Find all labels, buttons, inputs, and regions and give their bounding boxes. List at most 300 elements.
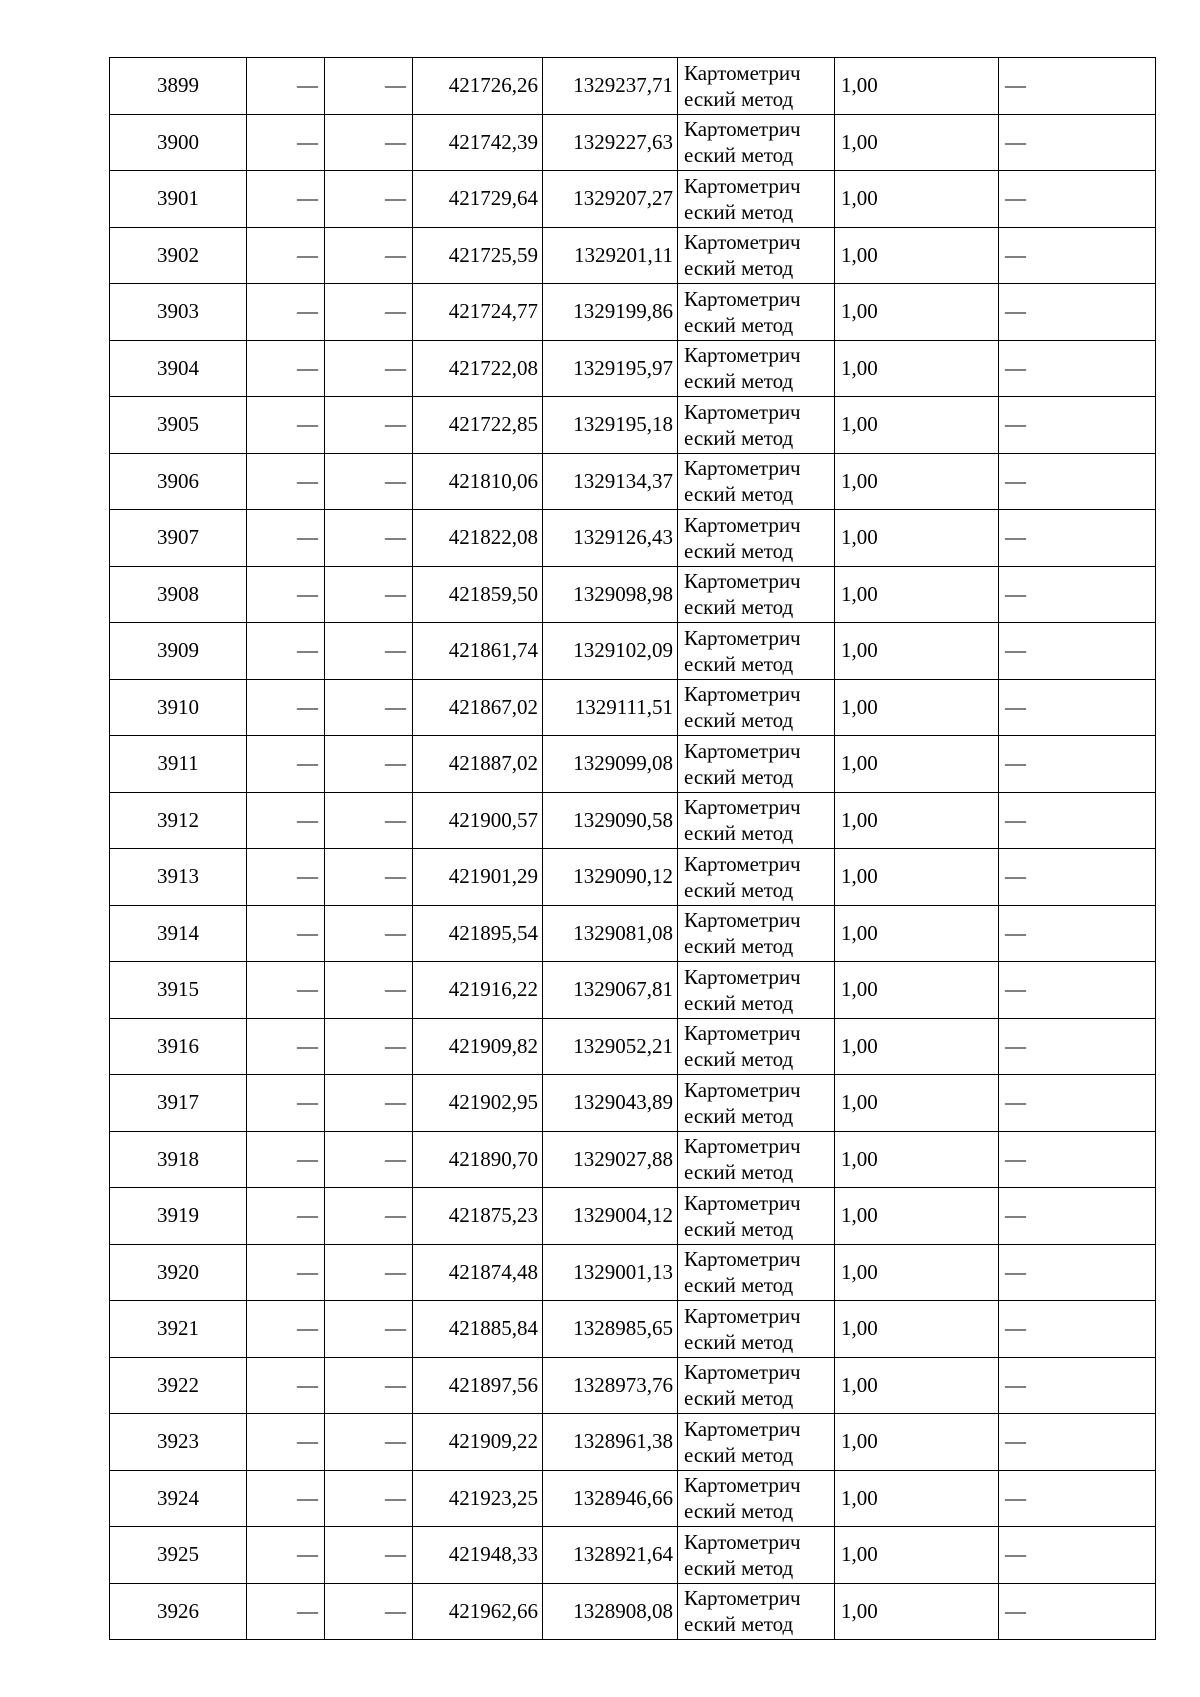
- method-cell: [678, 736, 835, 793]
- y-coordinate-cell: 1329067,81: [543, 962, 678, 1019]
- point-number-cell: 3910: [110, 679, 247, 736]
- precision-cell: 1,00: [835, 453, 999, 510]
- x-coordinate-cell: 421902,95: [413, 1075, 543, 1132]
- precision-cell: 1,00: [835, 962, 999, 1019]
- x-coordinate-cell: 421897,56: [413, 1357, 543, 1414]
- empty-value-cell: —: [999, 1470, 1156, 1527]
- empty-value-cell: —: [247, 114, 325, 171]
- method-line-1: Картометрич: [684, 60, 801, 85]
- point-number-cell: 3922: [110, 1357, 247, 1414]
- table-row: [110, 1131, 1156, 1188]
- x-coordinate-cell: 421722,08: [413, 340, 543, 397]
- empty-value-cell: —: [247, 1301, 325, 1358]
- x-coordinate-cell: 421909,82: [413, 1018, 543, 1075]
- point-number-cell: 3918: [110, 1131, 247, 1188]
- method-cell: [678, 171, 835, 228]
- x-coordinate-cell: 421887,02: [413, 736, 543, 793]
- y-coordinate-cell: 1329195,97: [543, 340, 678, 397]
- empty-value-cell: —: [999, 171, 1156, 228]
- point-number-cell: 3926: [110, 1583, 247, 1640]
- x-coordinate-cell: 421875,23: [413, 1188, 543, 1245]
- method-line-2: еский метод: [684, 934, 794, 959]
- point-number-cell: 3913: [110, 849, 247, 906]
- empty-value-cell: —: [999, 623, 1156, 680]
- table-row: [110, 58, 1156, 115]
- precision-cell: 1,00: [835, 736, 999, 793]
- precision-cell: 1,00: [835, 114, 999, 171]
- point-number-cell: 3924: [110, 1470, 247, 1527]
- table-row: [110, 736, 1156, 793]
- precision-cell: 1,00: [835, 1527, 999, 1584]
- method-cell: [678, 849, 835, 906]
- method-line-2: еский метод: [684, 651, 794, 676]
- empty-value-cell: —: [999, 114, 1156, 171]
- empty-value-cell: —: [247, 1583, 325, 1640]
- method-line-2: еский метод: [684, 1386, 794, 1411]
- empty-value-cell: —: [999, 1018, 1156, 1075]
- method-line-1: Картометрич: [684, 964, 801, 989]
- table-row: [110, 962, 1156, 1019]
- point-number-cell: 3902: [110, 227, 247, 284]
- coordinates-table: [109, 57, 1156, 1640]
- empty-value-cell: —: [999, 1188, 1156, 1245]
- y-coordinate-cell: 1329207,27: [543, 171, 678, 228]
- table-row: [110, 679, 1156, 736]
- precision-cell: 1,00: [835, 510, 999, 567]
- table-row: [110, 1414, 1156, 1471]
- method-line-1: Картометрич: [684, 1303, 801, 1328]
- method-cell: [678, 510, 835, 567]
- table-row: [110, 284, 1156, 341]
- x-coordinate-cell: 421725,59: [413, 227, 543, 284]
- method-line-1: Картометрич: [684, 456, 801, 480]
- method-cell: [678, 962, 835, 1019]
- method-cell: [678, 284, 835, 341]
- precision-cell: 1,00: [835, 1244, 999, 1301]
- point-number-cell: 3903: [110, 284, 247, 341]
- x-coordinate-cell: 421901,29: [413, 849, 543, 906]
- method-line-2: еский метод: [684, 708, 794, 733]
- empty-value-cell: —: [999, 792, 1156, 849]
- point-number-cell: 3915: [110, 962, 247, 1019]
- precision-cell: 1,00: [835, 566, 999, 623]
- method-line-1: Картометрич: [684, 512, 801, 537]
- point-number-cell: 3901: [110, 171, 247, 228]
- method-line-1: Картометрич: [684, 1416, 801, 1441]
- x-coordinate-cell: 421822,08: [413, 510, 543, 567]
- method-line-2: еский метод: [684, 482, 794, 507]
- empty-value-cell: —: [999, 1075, 1156, 1132]
- precision-cell: 1,00: [835, 849, 999, 906]
- method-line-1: Картометрич: [684, 1360, 801, 1384]
- empty-value-cell: —: [999, 1244, 1156, 1301]
- empty-value-cell: —: [325, 171, 413, 228]
- precision-cell: 1,00: [835, 1301, 999, 1358]
- empty-value-cell: —: [325, 623, 413, 680]
- table-row: [110, 566, 1156, 623]
- method-line-1: Картометрич: [684, 399, 801, 424]
- y-coordinate-cell: 1329199,86: [543, 284, 678, 341]
- method-line-2: еский метод: [684, 764, 794, 789]
- method-line-1: Картометрич: [684, 569, 801, 593]
- method-cell: [678, 1244, 835, 1301]
- point-number-cell: 3925: [110, 1527, 247, 1584]
- y-coordinate-cell: 1329081,08: [543, 905, 678, 962]
- empty-value-cell: —: [999, 397, 1156, 454]
- point-number-cell: 3920: [110, 1244, 247, 1301]
- empty-value-cell: —: [247, 58, 325, 115]
- method-line-2: еский метод: [684, 425, 794, 450]
- method-cell: [678, 397, 835, 454]
- empty-value-cell: —: [247, 623, 325, 680]
- method-cell: [678, 453, 835, 510]
- method-line-2: еский метод: [684, 86, 794, 111]
- empty-value-cell: —: [247, 849, 325, 906]
- method-line-2: еский метод: [684, 990, 794, 1015]
- empty-value-cell: —: [325, 284, 413, 341]
- method-line-2: еский метод: [684, 538, 794, 563]
- precision-cell: 1,00: [835, 792, 999, 849]
- precision-cell: 1,00: [835, 905, 999, 962]
- method-line-2: еский метод: [684, 1047, 794, 1072]
- point-number-cell: 3899: [110, 58, 247, 115]
- empty-value-cell: —: [247, 792, 325, 849]
- method-line-1: Картометрич: [684, 1077, 801, 1102]
- method-cell: [678, 623, 835, 680]
- method-line-2: еский метод: [684, 1442, 794, 1467]
- method-line-1: Картометрич: [684, 1021, 801, 1045]
- empty-value-cell: —: [325, 905, 413, 962]
- y-coordinate-cell: 1328973,76: [543, 1357, 678, 1414]
- empty-value-cell: —: [999, 510, 1156, 567]
- x-coordinate-cell: 421923,25: [413, 1470, 543, 1527]
- empty-value-cell: —: [999, 340, 1156, 397]
- method-line-1: Картометрич: [684, 908, 801, 932]
- x-coordinate-cell: 421874,48: [413, 1244, 543, 1301]
- table-row: [110, 1018, 1156, 1075]
- point-number-cell: 3921: [110, 1301, 247, 1358]
- empty-value-cell: —: [247, 905, 325, 962]
- precision-cell: 1,00: [835, 1414, 999, 1471]
- point-number-cell: 3909: [110, 623, 247, 680]
- y-coordinate-cell: 1328921,64: [543, 1527, 678, 1584]
- empty-value-cell: —: [325, 1131, 413, 1188]
- method-line-2: еский метод: [684, 1103, 794, 1128]
- empty-value-cell: —: [325, 1244, 413, 1301]
- x-coordinate-cell: 421729,64: [413, 171, 543, 228]
- empty-value-cell: —: [247, 340, 325, 397]
- table-row: [110, 340, 1156, 397]
- y-coordinate-cell: 1329134,37: [543, 453, 678, 510]
- y-coordinate-cell: 1329227,63: [543, 114, 678, 171]
- method-line-2: еский метод: [684, 312, 794, 337]
- empty-value-cell: —: [999, 227, 1156, 284]
- empty-value-cell: —: [999, 58, 1156, 115]
- empty-value-cell: —: [999, 962, 1156, 1019]
- precision-cell: 1,00: [835, 227, 999, 284]
- precision-cell: 1,00: [835, 1583, 999, 1640]
- point-number-cell: 3916: [110, 1018, 247, 1075]
- y-coordinate-cell: 1328985,65: [543, 1301, 678, 1358]
- method-line-1: Картометрич: [684, 795, 801, 819]
- table-row: [110, 114, 1156, 171]
- table-row: [110, 623, 1156, 680]
- empty-value-cell: —: [247, 736, 325, 793]
- point-number-cell: 3911: [110, 736, 247, 793]
- x-coordinate-cell: 421742,39: [413, 114, 543, 171]
- precision-cell: 1,00: [835, 58, 999, 115]
- method-line-2: еский метод: [684, 143, 794, 168]
- empty-value-cell: —: [999, 905, 1156, 962]
- table-row: [110, 1583, 1156, 1640]
- table-row: [110, 453, 1156, 510]
- method-line-2: еский метод: [684, 1555, 794, 1580]
- method-cell: [678, 1188, 835, 1245]
- y-coordinate-cell: 1329102,09: [543, 623, 678, 680]
- empty-value-cell: —: [325, 1301, 413, 1358]
- table-row: [110, 1301, 1156, 1358]
- point-number-cell: 3912: [110, 792, 247, 849]
- table-row: [110, 171, 1156, 228]
- point-number-cell: 3923: [110, 1414, 247, 1471]
- empty-value-cell: —: [325, 1357, 413, 1414]
- precision-cell: 1,00: [835, 1018, 999, 1075]
- method-line-1: Картометрич: [684, 682, 801, 706]
- method-line-1: Картометрич: [684, 117, 801, 141]
- empty-value-cell: —: [247, 1131, 325, 1188]
- method-cell: [678, 1131, 835, 1188]
- method-line-2: еский метод: [684, 199, 794, 224]
- x-coordinate-cell: 421724,77: [413, 284, 543, 341]
- empty-value-cell: —: [999, 1583, 1156, 1640]
- y-coordinate-cell: 1329237,71: [543, 58, 678, 115]
- empty-value-cell: —: [247, 284, 325, 341]
- y-coordinate-cell: 1329099,08: [543, 736, 678, 793]
- empty-value-cell: —: [247, 510, 325, 567]
- y-coordinate-cell: 1329126,43: [543, 510, 678, 567]
- x-coordinate-cell: 421722,85: [413, 397, 543, 454]
- method-cell: [678, 227, 835, 284]
- x-coordinate-cell: 421726,26: [413, 58, 543, 115]
- y-coordinate-cell: 1329195,18: [543, 397, 678, 454]
- table-body: [110, 58, 1156, 1640]
- empty-value-cell: —: [325, 227, 413, 284]
- method-cell: [678, 340, 835, 397]
- empty-value-cell: —: [247, 397, 325, 454]
- empty-value-cell: —: [999, 736, 1156, 793]
- table-row: [110, 397, 1156, 454]
- empty-value-cell: —: [325, 1018, 413, 1075]
- empty-value-cell: —: [325, 340, 413, 397]
- x-coordinate-cell: 421948,33: [413, 1527, 543, 1584]
- point-number-cell: 3914: [110, 905, 247, 962]
- y-coordinate-cell: 1328961,38: [543, 1414, 678, 1471]
- table-row: [110, 792, 1156, 849]
- method-cell: [678, 1301, 835, 1358]
- table-row: [110, 227, 1156, 284]
- empty-value-cell: —: [247, 1470, 325, 1527]
- table-row: [110, 849, 1156, 906]
- precision-cell: 1,00: [835, 1188, 999, 1245]
- empty-value-cell: —: [325, 679, 413, 736]
- table-row: [110, 1470, 1156, 1527]
- point-number-cell: 3906: [110, 453, 247, 510]
- empty-value-cell: —: [325, 1583, 413, 1640]
- x-coordinate-cell: 421810,06: [413, 453, 543, 510]
- empty-value-cell: —: [247, 1414, 325, 1471]
- y-coordinate-cell: 1329001,13: [543, 1244, 678, 1301]
- x-coordinate-cell: 421859,50: [413, 566, 543, 623]
- point-number-cell: 3907: [110, 510, 247, 567]
- empty-value-cell: —: [999, 849, 1156, 906]
- method-line-2: еский метод: [684, 369, 794, 394]
- empty-value-cell: —: [247, 679, 325, 736]
- empty-value-cell: —: [247, 453, 325, 510]
- method-line-2: еский метод: [684, 877, 794, 902]
- y-coordinate-cell: 1329090,58: [543, 792, 678, 849]
- empty-value-cell: —: [325, 962, 413, 1019]
- precision-cell: 1,00: [835, 679, 999, 736]
- method-line-2: еский метод: [684, 1612, 794, 1637]
- y-coordinate-cell: 1329090,12: [543, 849, 678, 906]
- x-coordinate-cell: 421895,54: [413, 905, 543, 962]
- method-line-1: Картометрич: [684, 230, 801, 254]
- empty-value-cell: —: [325, 1075, 413, 1132]
- empty-value-cell: —: [247, 1075, 325, 1132]
- method-cell: [678, 1470, 835, 1527]
- x-coordinate-cell: 421909,22: [413, 1414, 543, 1471]
- empty-value-cell: —: [999, 453, 1156, 510]
- table-row: [110, 1357, 1156, 1414]
- table-row: [110, 1244, 1156, 1301]
- empty-value-cell: —: [247, 962, 325, 1019]
- precision-cell: 1,00: [835, 1075, 999, 1132]
- method-line-2: еский метод: [684, 821, 794, 846]
- y-coordinate-cell: 1329111,51: [543, 679, 678, 736]
- empty-value-cell: —: [325, 849, 413, 906]
- method-line-1: Картометрич: [684, 343, 801, 367]
- precision-cell: 1,00: [835, 171, 999, 228]
- method-line-1: Картометрич: [684, 173, 801, 198]
- table-row: [110, 905, 1156, 962]
- method-line-1: Картометрич: [684, 1134, 801, 1158]
- empty-value-cell: —: [247, 1018, 325, 1075]
- empty-value-cell: —: [999, 679, 1156, 736]
- precision-cell: 1,00: [835, 340, 999, 397]
- empty-value-cell: —: [999, 566, 1156, 623]
- precision-cell: 1,00: [835, 1131, 999, 1188]
- method-cell: [678, 1527, 835, 1584]
- method-line-2: еский метод: [684, 1160, 794, 1185]
- method-line-2: еский метод: [684, 1499, 794, 1524]
- y-coordinate-cell: 1329098,98: [543, 566, 678, 623]
- method-cell: [678, 1583, 835, 1640]
- empty-value-cell: —: [247, 1357, 325, 1414]
- point-number-cell: 3905: [110, 397, 247, 454]
- method-line-1: Картометрич: [684, 1190, 801, 1215]
- precision-cell: 1,00: [835, 397, 999, 454]
- empty-value-cell: —: [247, 1244, 325, 1301]
- x-coordinate-cell: 421962,66: [413, 1583, 543, 1640]
- method-cell: [678, 792, 835, 849]
- empty-value-cell: —: [325, 397, 413, 454]
- method-line-1: Картометрич: [684, 1529, 801, 1554]
- method-cell: [678, 1018, 835, 1075]
- empty-value-cell: —: [325, 510, 413, 567]
- point-number-cell: 3908: [110, 566, 247, 623]
- method-line-1: Картометрич: [684, 286, 801, 311]
- table-row: [110, 510, 1156, 567]
- point-number-cell: 3917: [110, 1075, 247, 1132]
- empty-value-cell: —: [325, 1414, 413, 1471]
- method-line-2: еский метод: [684, 256, 794, 281]
- method-cell: [678, 58, 835, 115]
- empty-value-cell: —: [247, 227, 325, 284]
- y-coordinate-cell: 1329201,11: [543, 227, 678, 284]
- y-coordinate-cell: 1328946,66: [543, 1470, 678, 1527]
- method-cell: [678, 1357, 835, 1414]
- empty-value-cell: —: [325, 1470, 413, 1527]
- y-coordinate-cell: 1328908,08: [543, 1583, 678, 1640]
- empty-value-cell: —: [999, 1357, 1156, 1414]
- empty-value-cell: —: [325, 792, 413, 849]
- empty-value-cell: —: [247, 171, 325, 228]
- empty-value-cell: —: [247, 1527, 325, 1584]
- y-coordinate-cell: 1329052,21: [543, 1018, 678, 1075]
- x-coordinate-cell: 421885,84: [413, 1301, 543, 1358]
- method-cell: [678, 905, 835, 962]
- y-coordinate-cell: 1329043,89: [543, 1075, 678, 1132]
- method-line-1: Картометрич: [684, 625, 801, 650]
- point-number-cell: 3919: [110, 1188, 247, 1245]
- method-line-2: еский метод: [684, 1216, 794, 1241]
- method-line-2: еский метод: [684, 1273, 794, 1298]
- empty-value-cell: —: [247, 566, 325, 623]
- point-number-cell: 3904: [110, 340, 247, 397]
- x-coordinate-cell: 421900,57: [413, 792, 543, 849]
- empty-value-cell: —: [999, 284, 1156, 341]
- empty-value-cell: —: [325, 58, 413, 115]
- empty-value-cell: —: [325, 1527, 413, 1584]
- method-cell: [678, 679, 835, 736]
- empty-value-cell: —: [999, 1131, 1156, 1188]
- x-coordinate-cell: 421916,22: [413, 962, 543, 1019]
- precision-cell: 1,00: [835, 1470, 999, 1527]
- table-row: [110, 1527, 1156, 1584]
- y-coordinate-cell: 1329004,12: [543, 1188, 678, 1245]
- table-row: [110, 1075, 1156, 1132]
- x-coordinate-cell: 421861,74: [413, 623, 543, 680]
- empty-value-cell: —: [999, 1301, 1156, 1358]
- x-coordinate-cell: 421867,02: [413, 679, 543, 736]
- x-coordinate-cell: 421890,70: [413, 1131, 543, 1188]
- method-line-1: Картометрич: [684, 1247, 801, 1271]
- method-cell: [678, 1414, 835, 1471]
- method-line-2: еский метод: [684, 595, 794, 620]
- method-cell: [678, 114, 835, 171]
- y-coordinate-cell: 1329027,88: [543, 1131, 678, 1188]
- method-line-2: еский метод: [684, 1329, 794, 1354]
- method-line-1: Картометрич: [684, 738, 801, 763]
- method-line-1: Картометрич: [684, 851, 801, 876]
- precision-cell: 1,00: [835, 1357, 999, 1414]
- method-cell: [678, 566, 835, 623]
- precision-cell: 1,00: [835, 284, 999, 341]
- precision-cell: 1,00: [835, 623, 999, 680]
- empty-value-cell: —: [999, 1414, 1156, 1471]
- table-row: [110, 1188, 1156, 1245]
- empty-value-cell: —: [325, 1188, 413, 1245]
